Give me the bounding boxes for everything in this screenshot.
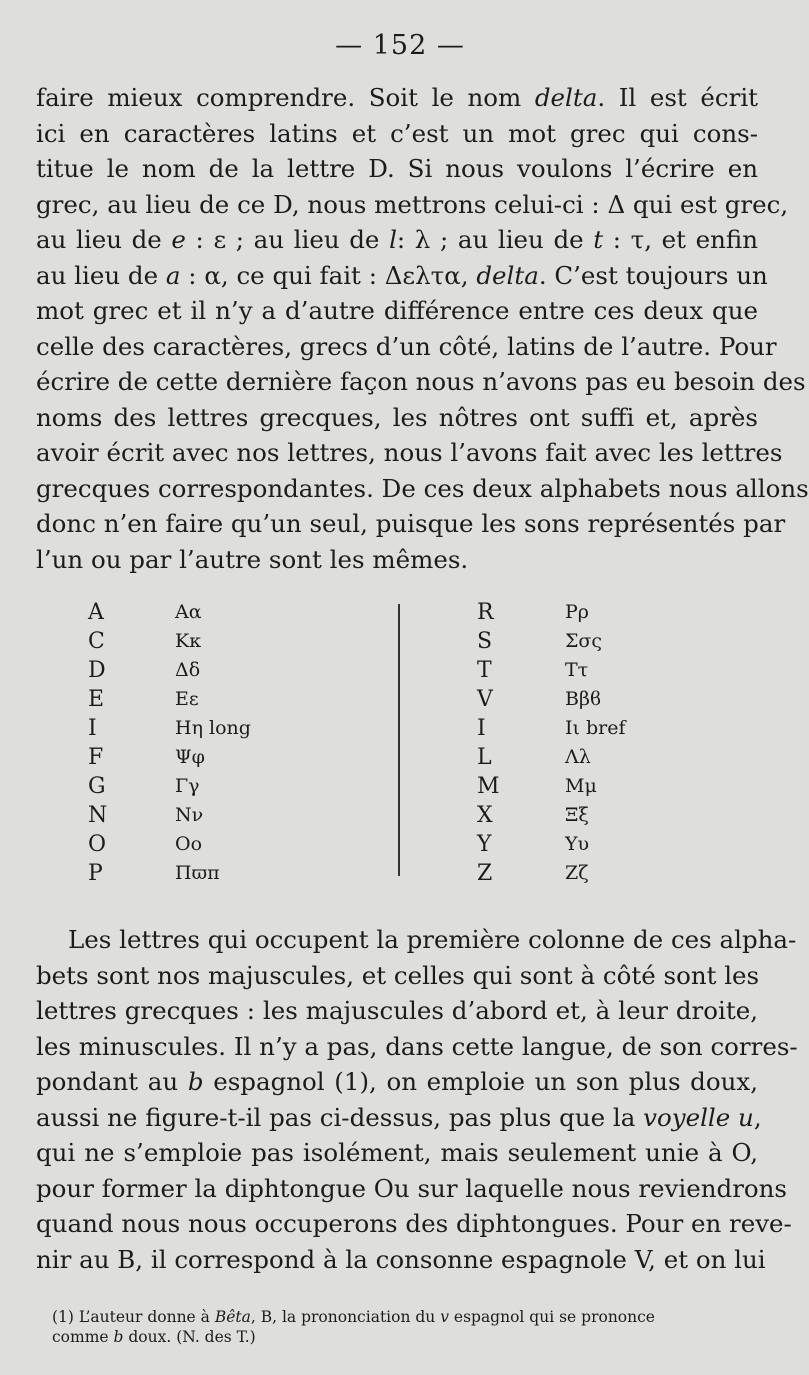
greek-letter: Δδ — [175, 659, 201, 681]
text-run: aussi ne figure-t-il pas ci-dessus, pas plus que la — [36, 1102, 644, 1132]
italic-text: Bêta — [214, 1308, 251, 1326]
text-line — [36, 222, 758, 258]
footnote — [52, 1307, 764, 1347]
alphabet-table — [0, 598, 800, 888]
text-run: ici en caractères latins et c’est un mot grec qui cons- — [36, 118, 758, 148]
latin-letter: I — [88, 716, 97, 741]
italic-text: b — [187, 1067, 204, 1096]
text-run: pour former la diphtongue Ou sur laquelle nous reviendrons — [36, 1173, 788, 1203]
latin-letter: F — [88, 745, 104, 770]
latin-letter: S — [477, 629, 493, 654]
latin-letter: E — [88, 687, 105, 712]
italic-text: t — [593, 225, 604, 254]
latin-letter: V — [477, 687, 493, 712]
italic-text: delta — [476, 260, 539, 290]
latin-letters-right-column — [477, 598, 500, 888]
text-line — [36, 364, 806, 400]
text-run: (1) L’auteur donne à — [52, 1308, 215, 1326]
greek-letter: Λλ — [565, 746, 591, 768]
text-run: au lieu de — [36, 225, 172, 254]
greek-letter: Ξξ — [565, 804, 589, 826]
page-number: — 152 — — [335, 30, 465, 61]
italic-text: delta — [534, 83, 598, 112]
greek-letter: Εε — [175, 688, 199, 710]
italic-text: a — [165, 260, 181, 290]
text-line — [36, 293, 758, 329]
text-line — [36, 116, 758, 152]
text-run: comme — [52, 1328, 114, 1346]
text-line — [36, 1171, 788, 1207]
text-line — [36, 187, 789, 223]
text-run: Les lettres qui occupent la première colonne de ces alpha- — [68, 925, 797, 954]
latin-letter: I — [477, 716, 486, 741]
text-run: celle des caractères, grecs d’un côté, latins de l’autre. Pour — [36, 331, 777, 361]
latin-letter: Y — [477, 832, 492, 857]
text-line — [36, 258, 768, 294]
text-line — [36, 958, 758, 994]
text-run: les minuscules. Il n’y a pas, dans cette langue, de son corres- — [36, 1031, 798, 1061]
latin-letter: P — [88, 861, 103, 886]
greek-letter: Νν — [175, 804, 204, 826]
greek-letter: Ζζ — [565, 862, 589, 884]
greek-letter: Γγ — [175, 775, 200, 797]
latin-letter: R — [477, 600, 494, 625]
latin-letter: O — [88, 832, 107, 857]
latin-letter: C — [88, 629, 105, 654]
greek-letter: Ββϐ — [565, 688, 602, 710]
text-line — [36, 542, 758, 578]
text-line — [36, 435, 783, 471]
text-run: espagnol qui se prononce — [448, 1308, 655, 1326]
text-run: doux. (N. des T.) — [123, 1328, 256, 1346]
latin-letter: L — [477, 745, 492, 770]
text-line — [36, 329, 777, 365]
text-run: : ε ; au lieu de — [185, 225, 390, 254]
greek-letter: Υυ — [565, 833, 590, 855]
text-line — [36, 1029, 798, 1065]
text-run: faire mieux comprendre. Soit le nom — [36, 83, 535, 112]
italic-text: voyelle u — [643, 1102, 754, 1132]
footnote-line — [52, 1327, 764, 1347]
text-line — [36, 1135, 758, 1171]
footnote-line — [52, 1307, 764, 1327]
latin-letter: M — [477, 774, 500, 799]
text-run: espagnol (1), on emploie un son plus doux, — [203, 1067, 759, 1096]
text-run: grec, au lieu de ce D, nous mettrons celui-ci : Δ qui est grec, — [36, 189, 789, 219]
text-run: avoir écrit avec nos lettres, nous l’avons fait avec les lettres — [36, 438, 783, 467]
greek-letter: Ψφ — [175, 746, 205, 768]
text-run: : λ ; au lieu de — [396, 225, 594, 254]
text-run: l’un ou par l’autre sont les mêmes. — [36, 544, 469, 574]
greek-letter: Οο — [175, 833, 203, 855]
text-run: lettres grecques : les majuscules d’abord et, à leur droite, — [36, 996, 758, 1025]
greek-letter: Ρρ — [565, 601, 589, 623]
text-line — [36, 922, 797, 958]
greek-letter: Αα — [175, 601, 202, 623]
text-run: grecques correspondantes. De ces deux alphabets nous allons — [36, 473, 809, 503]
text-run: bets sont nos majuscules, et celles qui sont à côté sont les — [36, 960, 760, 990]
text-line — [36, 1064, 758, 1100]
text-run: qui ne s’emploie pas isolément, mais seulement unie à O, — [36, 1138, 758, 1167]
italic-text: l — [389, 225, 397, 254]
text-run: mot grec et il n’y a d’autre différence entre ces deux que — [36, 296, 758, 325]
greek-letter: Μμ — [565, 775, 597, 797]
text-line — [36, 993, 758, 1029]
text-line — [36, 471, 809, 507]
text-line — [36, 80, 758, 116]
text-line — [36, 506, 786, 542]
text-run: pondant au — [36, 1067, 188, 1096]
paragraph-explanation — [36, 922, 798, 1277]
latin-letter: D — [88, 658, 106, 683]
latin-letters-left-column — [88, 598, 107, 888]
greek-letter: Ιι bref — [565, 717, 626, 739]
column-divider — [398, 604, 400, 876]
latin-letter: G — [88, 774, 106, 799]
greek-letter: Πϖπ — [175, 862, 220, 884]
greek-letter: Σσς — [565, 630, 603, 652]
greek-letter: Ηη long — [175, 717, 251, 739]
text-line — [36, 1242, 766, 1278]
text-line — [36, 1100, 762, 1136]
text-run: . C’est toujours un — [538, 260, 768, 290]
text-line — [36, 151, 758, 187]
greek-letter: Ττ — [565, 659, 589, 681]
text-run: au lieu de — [36, 260, 166, 290]
text-run: donc n’en faire qu’un seul, puisque les sons représentés par — [36, 509, 786, 538]
paragraph-intro — [36, 80, 809, 577]
latin-letter: N — [88, 803, 108, 828]
text-run: : τ, et enfin — [603, 225, 759, 254]
text-line — [36, 400, 758, 436]
text-run: titue le nom de la lettre D. Si nous voulons l’écrire en — [36, 154, 758, 183]
latin-letter: A — [88, 600, 104, 625]
greek-letters-right-column — [565, 598, 626, 888]
greek-letters-left-column — [175, 598, 251, 888]
italic-text: v — [440, 1308, 449, 1326]
text-run: . Il est écrit — [597, 83, 758, 112]
text-run: quand nous nous occuperons des diphtongues. Pour en reve- — [36, 1209, 792, 1238]
text-run: , — [753, 1102, 762, 1132]
text-run: nir au B, il correspond à la consonne espagnole V, et on lui — [36, 1244, 766, 1274]
text-run: noms des lettres grecques, les nôtres ont suffi et, après — [36, 402, 758, 432]
latin-letter: T — [477, 658, 492, 683]
text-line — [36, 1206, 792, 1242]
text-run: écrire de cette dernière façon nous n’avons pas eu besoin des — [36, 367, 806, 396]
latin-letter: Z — [477, 861, 493, 886]
greek-letter: Κκ — [175, 630, 202, 652]
latin-letter: X — [477, 803, 493, 828]
italic-text: b — [113, 1328, 124, 1346]
text-run: , B, la prononciation du — [250, 1308, 441, 1326]
text-run: : α, ce qui fait : Δελτα, — [180, 260, 477, 290]
italic-text: e — [171, 225, 186, 254]
